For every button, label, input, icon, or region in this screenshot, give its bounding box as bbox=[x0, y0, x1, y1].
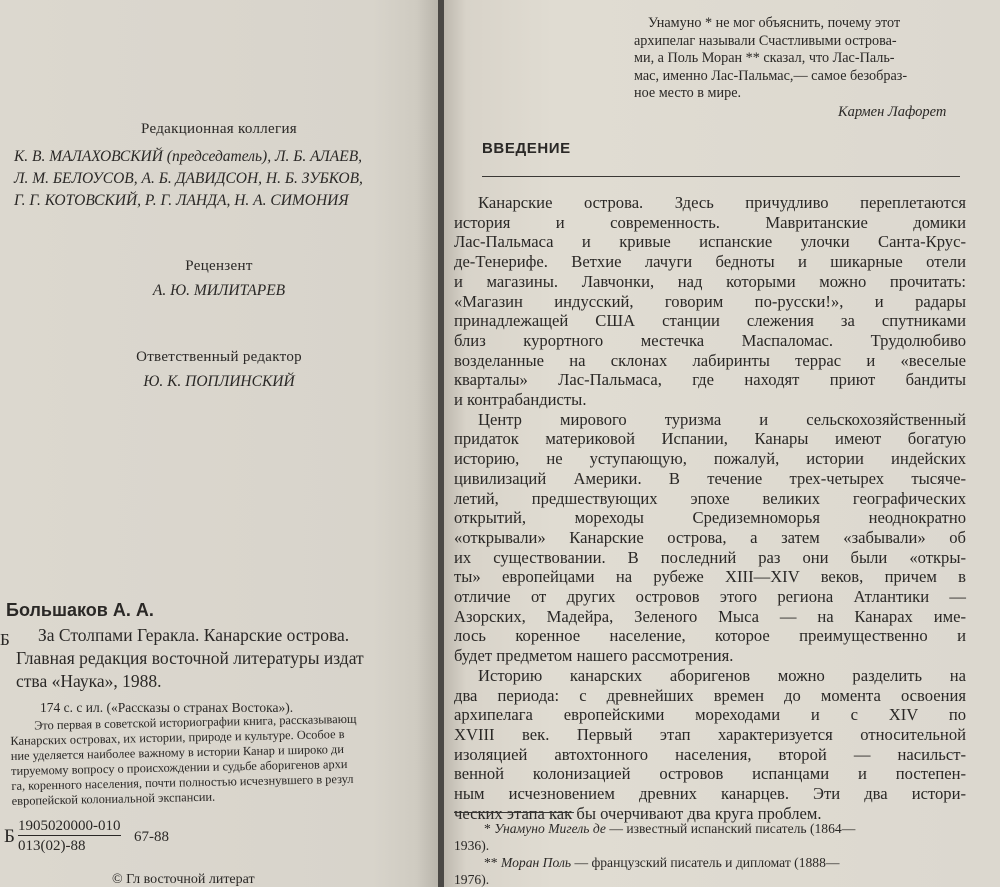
catalog-title-line: ства «Наука», 1988. bbox=[16, 671, 162, 691]
epigraph-author: Кармен Лафорет bbox=[838, 104, 947, 120]
paragraph-2 bbox=[454, 410, 966, 666]
code-right: 67-88 bbox=[134, 829, 169, 845]
code-denominator: 013(02)-88 bbox=[18, 838, 86, 854]
catalog-title bbox=[16, 624, 364, 693]
text-line: Азорских, Мадейра, Зеленого Мыса — на Канарах име- bbox=[454, 606, 966, 626]
footnote-1-continuation: 1936). bbox=[454, 837, 490, 853]
text-line: Канарские острова. Здесь причудливо переплетаются bbox=[478, 193, 966, 212]
footnotes bbox=[454, 821, 855, 887]
annotation-line: европейской колониальной экспансии. bbox=[11, 789, 216, 808]
text-line: летий, предшествующих эпохе великих географических bbox=[454, 488, 966, 508]
copyright-fragment: © Гл восточной литерат bbox=[112, 872, 255, 887]
footnote-text: — французский писатель и дипломат (1888— bbox=[571, 855, 840, 870]
footnote-mark: * bbox=[484, 821, 491, 836]
annotation-line: Канарских островах, их истории, природе и культуре. Особое в bbox=[10, 726, 345, 748]
text-line: XVIII век. Первый этап характеризуется относительной bbox=[454, 724, 966, 744]
left-page bbox=[0, 0, 438, 887]
catalog-pages: 174 с. с ил. («Рассказы о странах Востока»). bbox=[40, 700, 294, 715]
paragraph-3 bbox=[454, 666, 966, 824]
text-line: их существовании. В последний раз они были «откры- bbox=[454, 547, 966, 567]
catalog-author: Большаков А. А. bbox=[6, 600, 154, 620]
text-line: два периода: с древнейших времен до момента освоения bbox=[454, 685, 966, 705]
text-line: придаток материковой Испании, Канары имеют богатую bbox=[454, 429, 966, 449]
body-text bbox=[454, 193, 966, 824]
epigraph bbox=[634, 15, 907, 103]
responsible-editor-heading: Ответственный редактор bbox=[136, 349, 302, 365]
paragraph-1 bbox=[454, 193, 966, 410]
text-line: «Магазин индусский, говорим по-русски!», и радары bbox=[454, 291, 966, 311]
epigraph-line: архипелаг называли Счастливыми острова- bbox=[634, 32, 897, 49]
text-line: лось коренное население, которое преимущественно и bbox=[454, 626, 966, 646]
annotation-line: га, коренного населения, почти полностью исчезнувшего в резул bbox=[11, 771, 354, 793]
text-line: архипелага европейскими мореходами и с XIV по bbox=[454, 705, 966, 725]
footnote-name: Унамуно Мигель де bbox=[494, 821, 606, 836]
text-line: цивилизаций Америки. В течение трех-четырех тысяче- bbox=[454, 468, 966, 488]
footnote-rule bbox=[454, 812, 574, 813]
catalog-letter: Б bbox=[0, 630, 10, 649]
text-line: принадлежащей США станции слежения за спутниками bbox=[454, 311, 966, 331]
text-line: Лас-Пальмаса и кривые испанские улочки Санта-Крус- bbox=[454, 232, 966, 252]
annotation-line: тируемому вопросу о происхождении и судьбе аборигенов архи bbox=[10, 756, 348, 778]
text-line: будет предметом нашего рассмотрения. bbox=[454, 646, 734, 666]
reviewer-heading: Рецензент bbox=[185, 258, 253, 274]
text-line: и магазины. Лавчонки, над которыми можно прочитать: bbox=[454, 271, 966, 291]
footnote-2-continuation: 1976). bbox=[454, 871, 490, 887]
responsible-editor-name: Ю. К. ПОПЛИНСКИЙ bbox=[143, 373, 295, 390]
editorial-board-heading: Редакционная коллегия bbox=[141, 121, 297, 137]
footnote-text: — известный испанский писатель (1864— bbox=[605, 821, 856, 836]
editorial-board-names bbox=[14, 146, 363, 212]
epigraph-line: Унамуно * не мог объяснить, почему этот bbox=[648, 15, 901, 31]
editorial-board-line: Г. Г. КОТОВСКИЙ, Р. Г. ЛАНДА, Н. А. СИМОНИЯ bbox=[14, 192, 349, 209]
text-line: история и современность. Мавританские домики bbox=[454, 212, 966, 232]
section-heading: ВВЕДЕНИЕ bbox=[482, 140, 571, 157]
text-line: ным исчезновением древних канарцев. Эти два истори- bbox=[454, 784, 966, 804]
text-line: «открывали» Канарские острова, а затем «забывали» об bbox=[454, 527, 966, 547]
footnote-mark: ** bbox=[484, 855, 498, 870]
epigraph-line: мас, именно Лас-Пальмас,— самое безобраз- bbox=[634, 67, 908, 84]
text-line: изоляцией автохтонного населения, второй — насильст- bbox=[454, 744, 966, 764]
text-line: и контрабандисты. bbox=[454, 390, 587, 410]
text-line: открытий, мореходы Средиземноморья неоднократно bbox=[454, 508, 966, 528]
epigraph-line: ми, а Поль Моран ** сказал, что Лас-Паль- bbox=[634, 50, 895, 67]
catalog-title-line: За Столпами Геракла. Канарские острова. bbox=[38, 625, 350, 645]
catalog-title-line: Главная редакция восточной литературы издат bbox=[16, 648, 364, 668]
right-page bbox=[444, 0, 1000, 887]
text-line: отличие от других островов этого региона Атлантики — bbox=[454, 587, 966, 607]
text-line: кварталы» Лас-Пальмаса, где находят приют бандиты bbox=[454, 370, 966, 390]
footnote-2 bbox=[454, 855, 855, 872]
editorial-board-line: К. В. МАЛАХОВСКИЙ (председатель), Л. Б. АЛАЕВ, bbox=[14, 148, 363, 165]
text-line: Центр мирового туризма и сельскохозяйственный bbox=[478, 409, 966, 429]
footnote-name: Моран Поль bbox=[501, 855, 572, 870]
text-line: близ курортного местечка Маспаломас. Трудолюбиво bbox=[454, 330, 966, 350]
text-line: возделанные на склонах лабиринты террас и «веселые bbox=[454, 350, 966, 370]
text-line: историю, не уступающую, пожалуй, истории индейских bbox=[454, 449, 966, 469]
heading-rule bbox=[482, 176, 960, 177]
editorial-board-line: Л. М. БЕЛОУСОВ, А. Б. ДАВИДСОН, Н. Б. ЗУБКОВ, bbox=[14, 170, 363, 187]
catalog-annotation bbox=[10, 712, 358, 809]
code-letter: Б bbox=[4, 826, 15, 847]
code-numerator: 1905020000-010 bbox=[18, 818, 121, 834]
footnote-1 bbox=[454, 821, 855, 838]
text-line: Историю канарских аборигенов можно разделить на bbox=[478, 665, 966, 685]
reviewer-name: А. Ю. МИЛИТАРЕВ bbox=[152, 282, 286, 299]
text-line: ческих этапа как бы очерчивают два круга проблем. bbox=[454, 803, 822, 823]
annotation-line: ние уделяется наиболее важному в истории Канар и широко ди bbox=[10, 742, 345, 763]
epigraph-line: ное место в мире. bbox=[634, 85, 742, 102]
annotation-line: Это первая в советской историографии книга, рассказывающ bbox=[33, 711, 357, 733]
text-line: венной колонизацией островов испанцами и постепен- bbox=[454, 764, 966, 784]
text-line: ты» европейцами на рубеже XIII—XIV веков, причем в bbox=[454, 567, 966, 587]
text-line: де-Тенерифе. Ветхие лачуги бедноты и шикарные отели bbox=[454, 252, 966, 272]
